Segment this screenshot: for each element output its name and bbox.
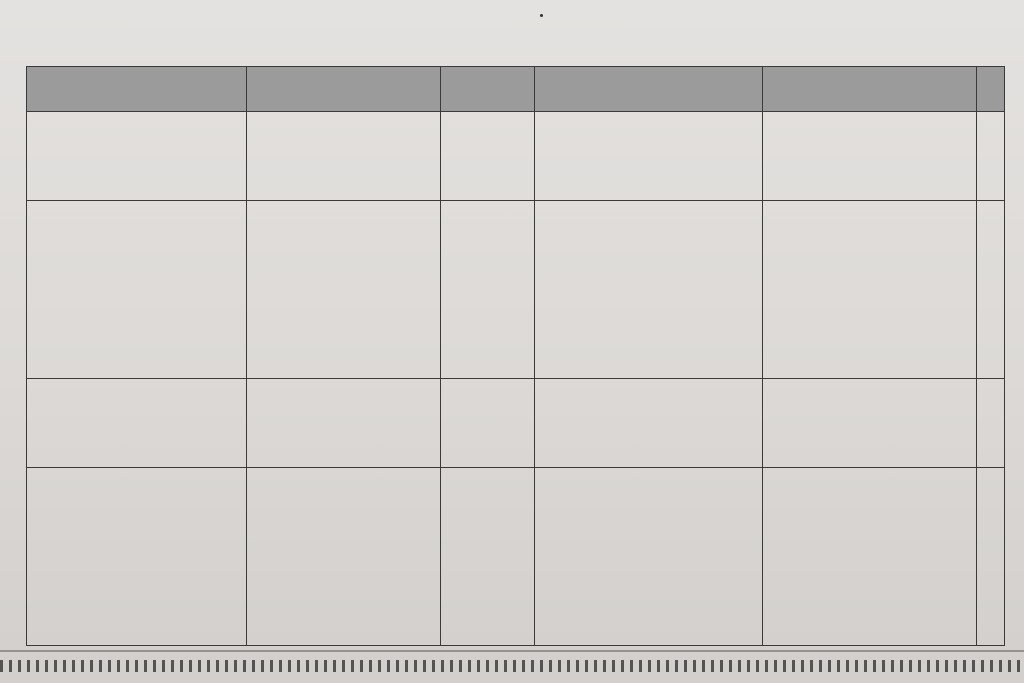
discussion-place [27,468,247,646]
discussion-date [247,112,441,201]
discussion-day [441,201,535,379]
student-name [763,468,977,646]
table-header-row [27,67,1005,112]
header-date [247,67,441,112]
discussion-place [27,201,247,379]
table-row [27,468,1005,646]
discussion-date [247,379,441,468]
discussion-place [27,112,247,201]
degree-department [535,201,763,379]
discussions-table [26,66,1005,646]
degree-department [535,379,763,468]
discussion-day [441,379,535,468]
degree-department [535,112,763,201]
table-row [27,112,1005,201]
discussion-day [441,468,535,646]
student-name [763,112,977,201]
discussion-day [441,112,535,201]
row-number [977,201,1005,379]
row-number [977,112,1005,201]
header-student-name [763,67,977,112]
table-row [27,379,1005,468]
discussion-date [247,468,441,646]
row-number [977,379,1005,468]
header-number [977,67,1005,112]
student-name [763,379,977,468]
header-place [27,67,247,112]
row-number [977,468,1005,646]
header-degree-department [535,67,763,112]
decorative-rule [0,650,1024,652]
decorative-border [0,660,1024,672]
discussion-date [247,201,441,379]
degree-department [535,468,763,646]
header-day [441,67,535,112]
paper-mark [540,14,543,17]
table-row [27,201,1005,379]
discussion-place [27,379,247,468]
student-name [763,201,977,379]
